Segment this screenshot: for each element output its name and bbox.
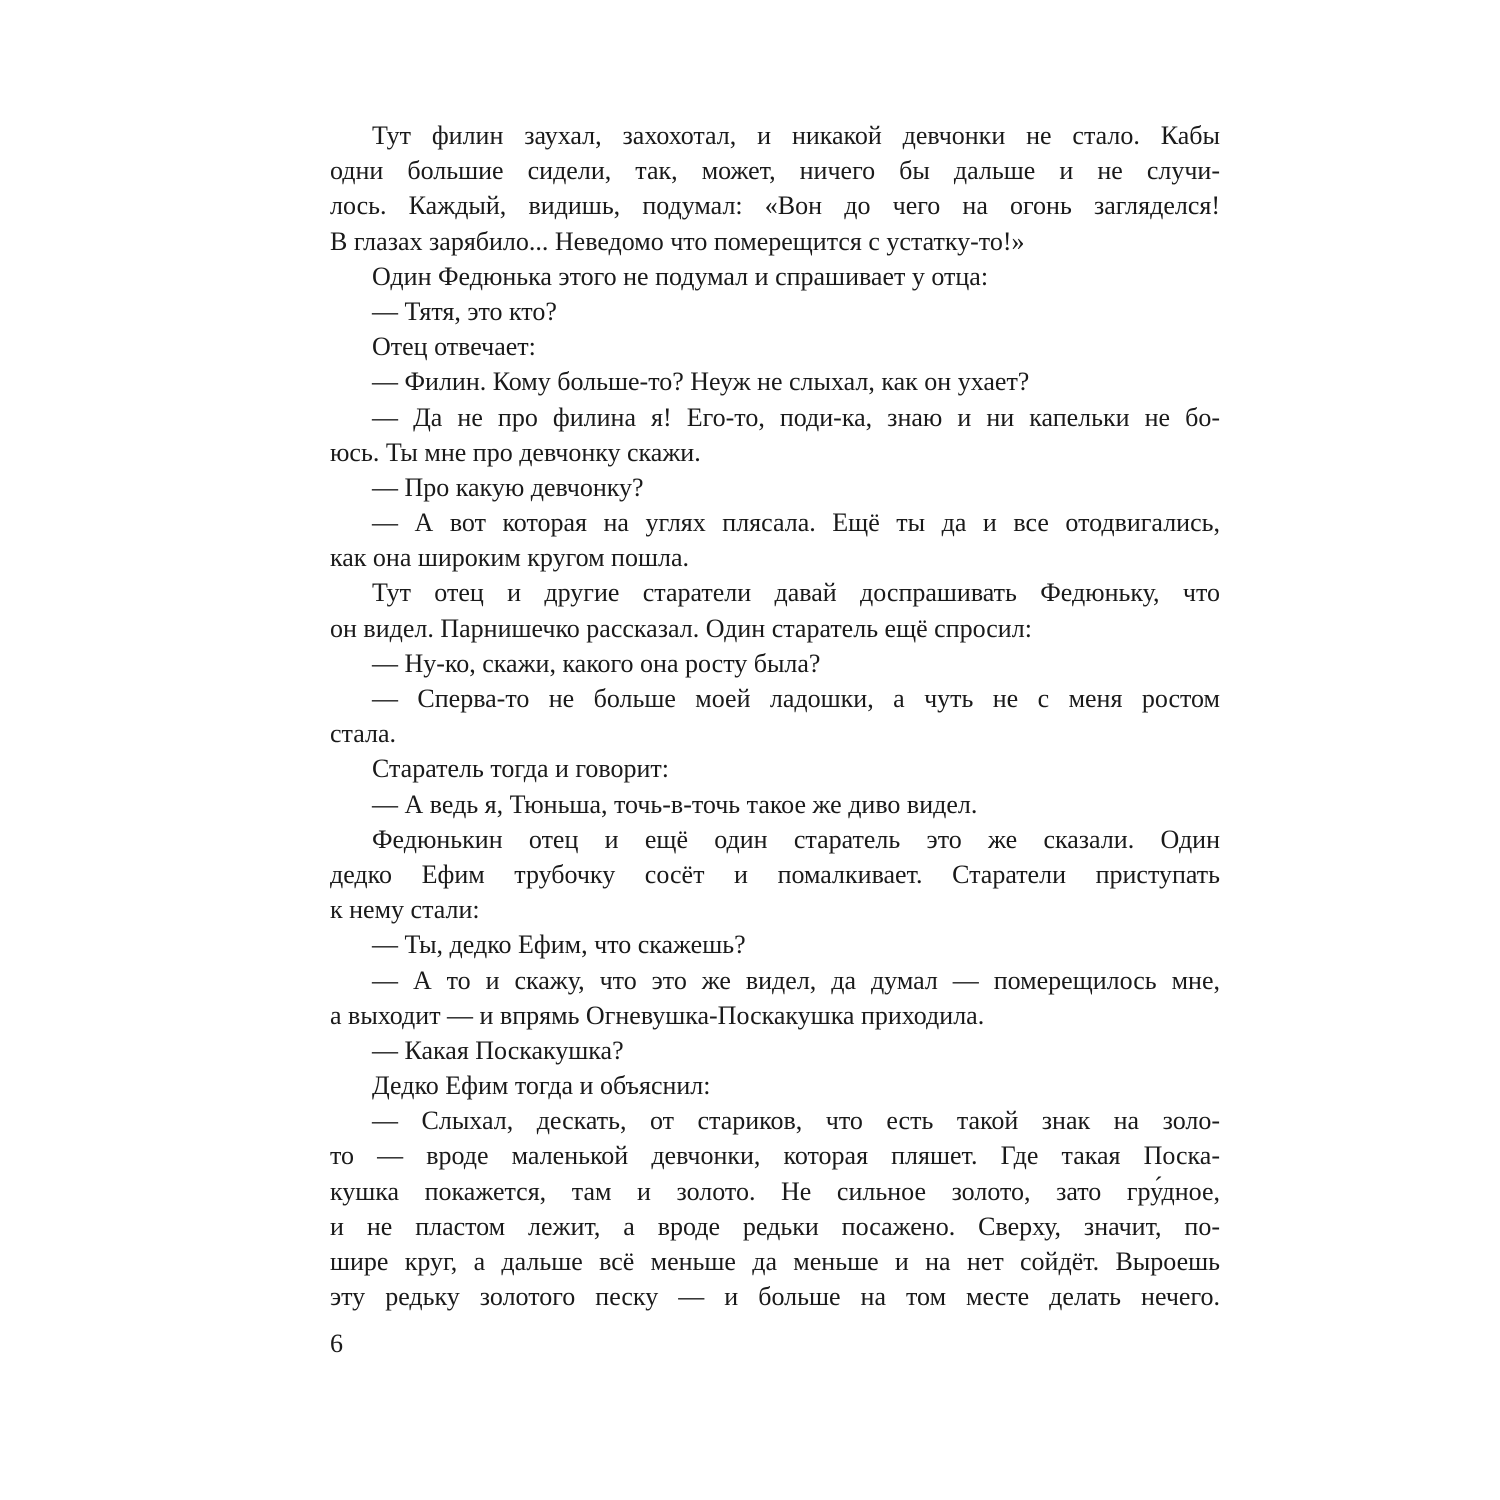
text-line: как она широким кругом пошла. [330,543,690,573]
text-line: стала. [330,719,397,749]
text-line: Старатель тогда и говорит: [372,754,670,784]
text-line: — Ты, дедко Ефим, что скажешь? [372,930,746,960]
text-line: Дедко Ефим тогда и объяснил: [372,1071,711,1101]
text-line: — Филин. Кому больше-то? Неуж не слыхал, как он ухает? [372,367,1030,397]
text-line: а выходит — и впрямь Огневушка-Поскакушка приходила. [330,1000,985,1030]
text-line: — Ну-ко, скажи, какого она росту была? [372,648,821,678]
text-line: он видел. Парнишечко рассказал. Один старатель ещё спросил: [330,613,1032,643]
text-line: дедко Ефим трубочку сосёт и помалкивает. Старатели приступать [330,859,1220,889]
text-line: эту редьку золотого песку — и больше на том месте делать нечего. [330,1282,1220,1312]
text-line: — А ведь я, Тюньша, точь-в-точь такое же диво видел. [372,789,978,819]
text-line: — Да не про филина я! Его-то, поди-ка, знаю и ни капельки не бо- [372,402,1220,432]
text-line: Тут отец и другие старатели давай доспрашивать Федюньку, что [372,578,1220,608]
text-line: одни большие сидели, так, может, ничего бы дальше и не случи- [330,156,1220,186]
text-line: — Какая Поскакушка? [372,1035,624,1065]
text-line: и не пластом лежит, а вроде редьки посажено. Сверху, значит, по- [330,1211,1220,1241]
text-line: — Тятя, это кто? [372,296,557,326]
text-line: юсь. Ты мне про девчонку скажи. [330,437,701,467]
text-line: — А то и скажу, что это же видел, да думал — померещилось мне, [372,965,1220,995]
text-line: — Про какую девчонку? [372,472,644,502]
text-line: Тут филин заухал, захохотал, и никакой девчонки не стало. Кабы [372,121,1220,150]
text-line: шире круг, а дальше всё меньше да меньше и на нет сойдёт. Выроешь [330,1247,1220,1276]
text-line: к нему стали: [330,895,480,925]
text-line: В глазах зарябило... Неведомо что померещится с устатку-то!» [330,226,1025,256]
body-text [330,118,1220,1314]
text-line: кушка покажется, там и золото. Не сильное золото, зато гру́дное, [330,1176,1220,1206]
text-line: лось. Каждый, видишь, подумал: «Вон до чего на огонь загляделся! [330,191,1220,221]
text-line: Один Федюнька этого не подумал и спрашивает у отца: [372,261,989,291]
page-number: 6 [330,1329,343,1358]
text-line: Отец отвечает: [372,332,536,362]
text-line: — Слыхал, дескать, от стариков, что есть такой знак на золо- [372,1106,1220,1136]
text-line: — Сперва-то не больше моей ладошки, а чуть не с меня ростом [372,684,1220,713]
text-line: Федюнькин отец и ещё один старатель это же сказали. Один [372,824,1220,854]
text-line: — А вот которая на углях плясала. Ещё ты да и все отодвигались, [372,508,1220,538]
text-line: то — вроде маленькой девчонки, которая пляшет. Где такая Поска- [330,1141,1220,1171]
